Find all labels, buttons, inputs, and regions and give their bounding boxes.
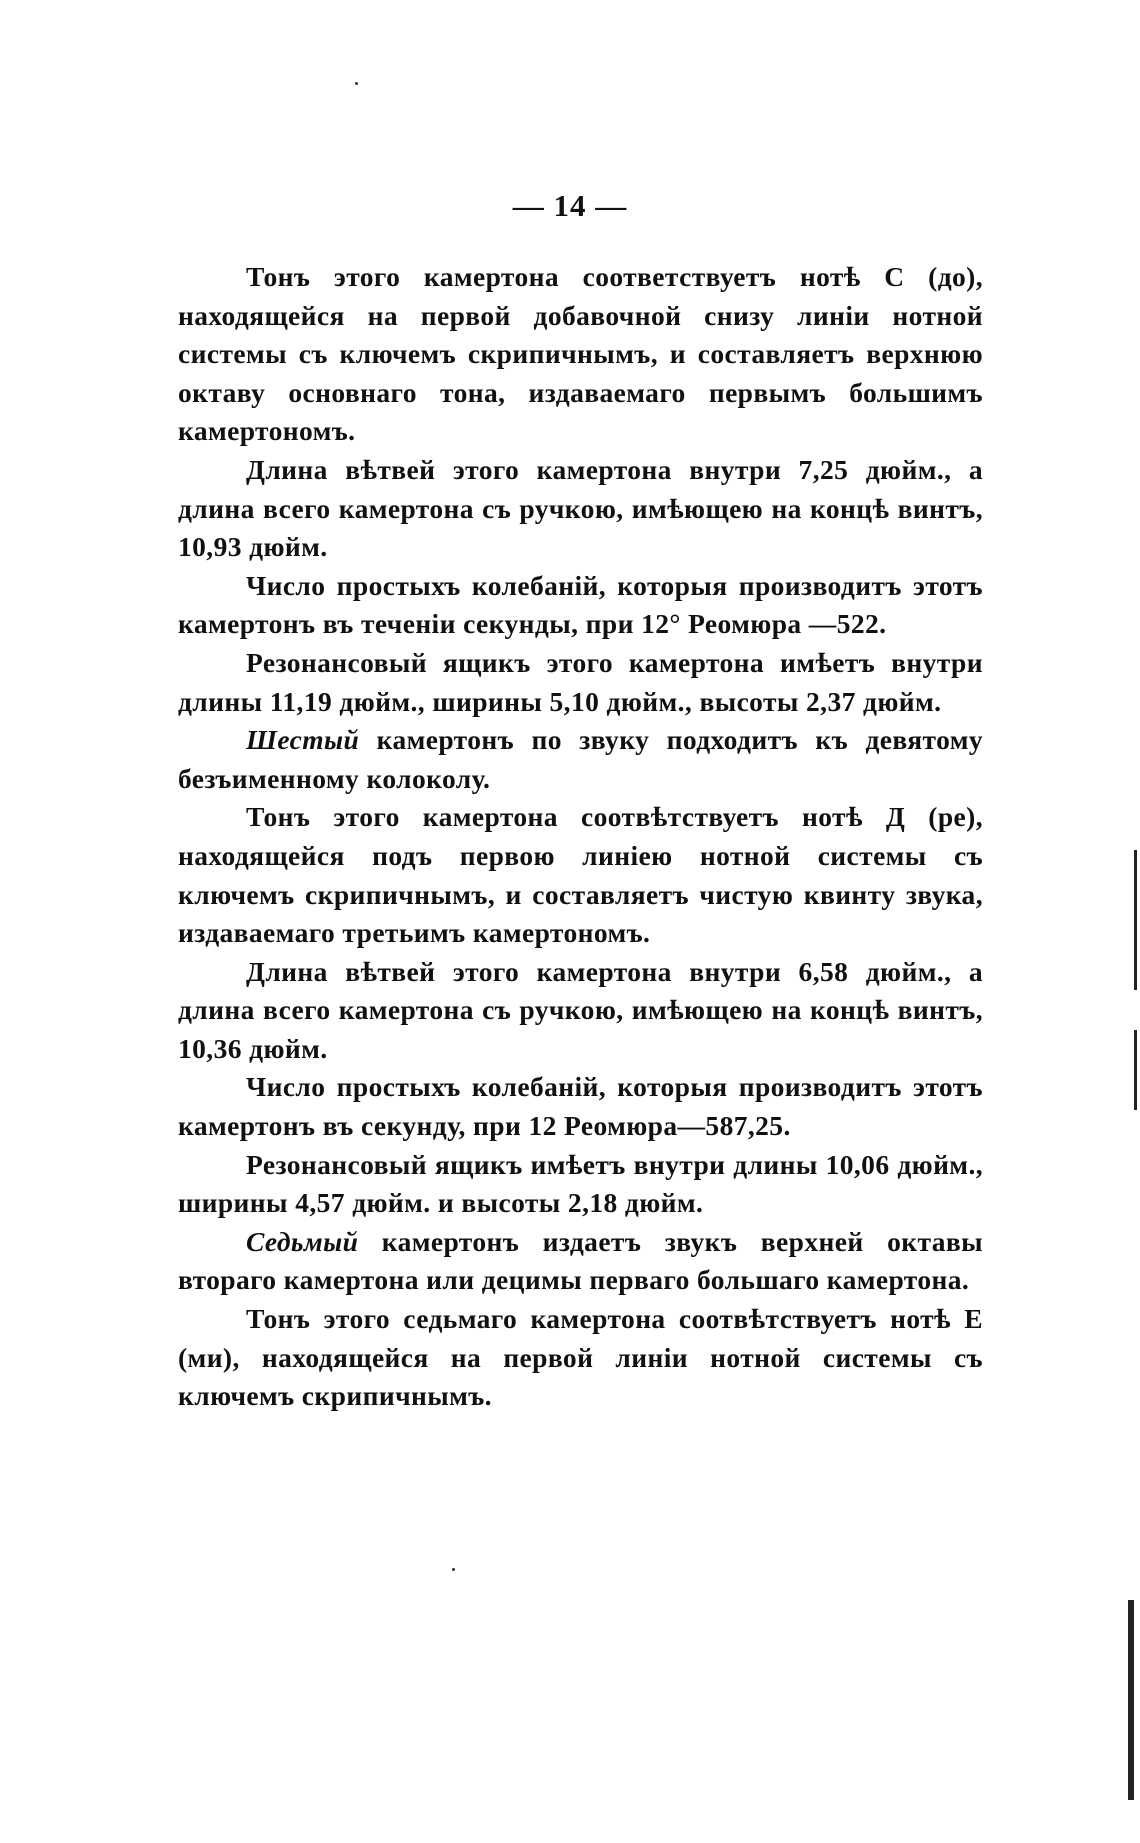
paragraph-4-text: Резонансовый ящикъ этого камертона имѣетъ внутри длины 11,19 дюйм., ширины 5,10 дюйм., высоты 2,37 дюйм. [178, 646, 983, 717]
paragraph-2 [178, 451, 983, 567]
paragraph-6-text: Тонъ этого камертона соотвѣтствуетъ нотѣ Д (ре), находящейся подъ первою линіею нотной системы съ ключемъ скрипичнымъ, и составляетъ чистую квинту звука, издаваемаго третьимъ камертономъ. [178, 801, 983, 949]
paragraph-7-text: Длина вѣтвей этого камертона внутри 6,58 дюйм., а длина всего камертона съ ручкою, имѣющею на концѣ винтъ, 10,36 дюйм. [178, 955, 983, 1064]
body-text [178, 258, 983, 1416]
paragraph-10-text: камертонъ издаетъ звукъ верхней октавы втораго камертона или децимы перваго большаго камертона. [178, 1225, 983, 1296]
paragraph-9 [178, 1146, 983, 1223]
paragraph-3-text: Число простыхъ колебаній, которыя производитъ этотъ камертонъ въ теченіи секунды, при 12° Реомюра —522. [178, 569, 983, 640]
paragraph-11 [178, 1300, 983, 1416]
scan-edge-mark-3 [1128, 1600, 1134, 1800]
paragraph-5-text: камертонъ по звуку подходитъ къ девятому безъименному колоколу. [178, 724, 983, 794]
paragraph-5-lead: Шестый [246, 724, 360, 756]
paragraph-7 [178, 953, 983, 1069]
paragraph-4 [178, 644, 983, 721]
scan-edge-mark-2 [1134, 1030, 1137, 1110]
paragraph-2-text: Длина вѣтвей этого камертона внутри 7,25 дюйм., а длина всего камертона съ ручкою, имѣющею на концѣ винтъ, 10,93 дюйм. [178, 453, 983, 563]
paragraph-11-text: Тонъ этого седьмаго камертона соотвѣтствуетъ нотѣ E (ми), находящейся на первой линіи нотной системы съ ключемъ скрипичнымъ. [178, 1303, 983, 1412]
paragraph-3 [178, 567, 983, 644]
paragraph-10-lead: Седьмый [246, 1225, 359, 1257]
paragraph-10 [178, 1223, 983, 1300]
paragraph-1 [178, 258, 983, 451]
paragraph-6 [178, 798, 983, 952]
page-number: — 14 — [512, 188, 628, 223]
scan-speck-1 [355, 82, 358, 85]
scan-edge-mark-1 [1134, 850, 1137, 990]
paragraph-1-text: Тонъ этого камертона соответствуетъ нотѣ C (до), находящейся на первой добавочной снизу линіи нотной системы съ ключемъ скрипичнымъ, и составляетъ верхнюю октаву основнаго тона, издаваемаго первымъ большимъ камертономъ. [178, 261, 983, 447]
paragraph-5 [178, 721, 983, 798]
paragraph-9-text: Резонансовый ящикъ имѣетъ внутри длины 10,06 дюйм., ширины 4,57 дюйм. и высоты 2,18 дюйм. [178, 1148, 983, 1219]
scan-speck-2 [452, 1568, 455, 1571]
paragraph-8 [178, 1068, 983, 1145]
paragraph-8-text: Число простыхъ колебаній, которыя производитъ этотъ камертонъ въ секунду, при 12 Реомюра—587,25. [178, 1071, 983, 1142]
